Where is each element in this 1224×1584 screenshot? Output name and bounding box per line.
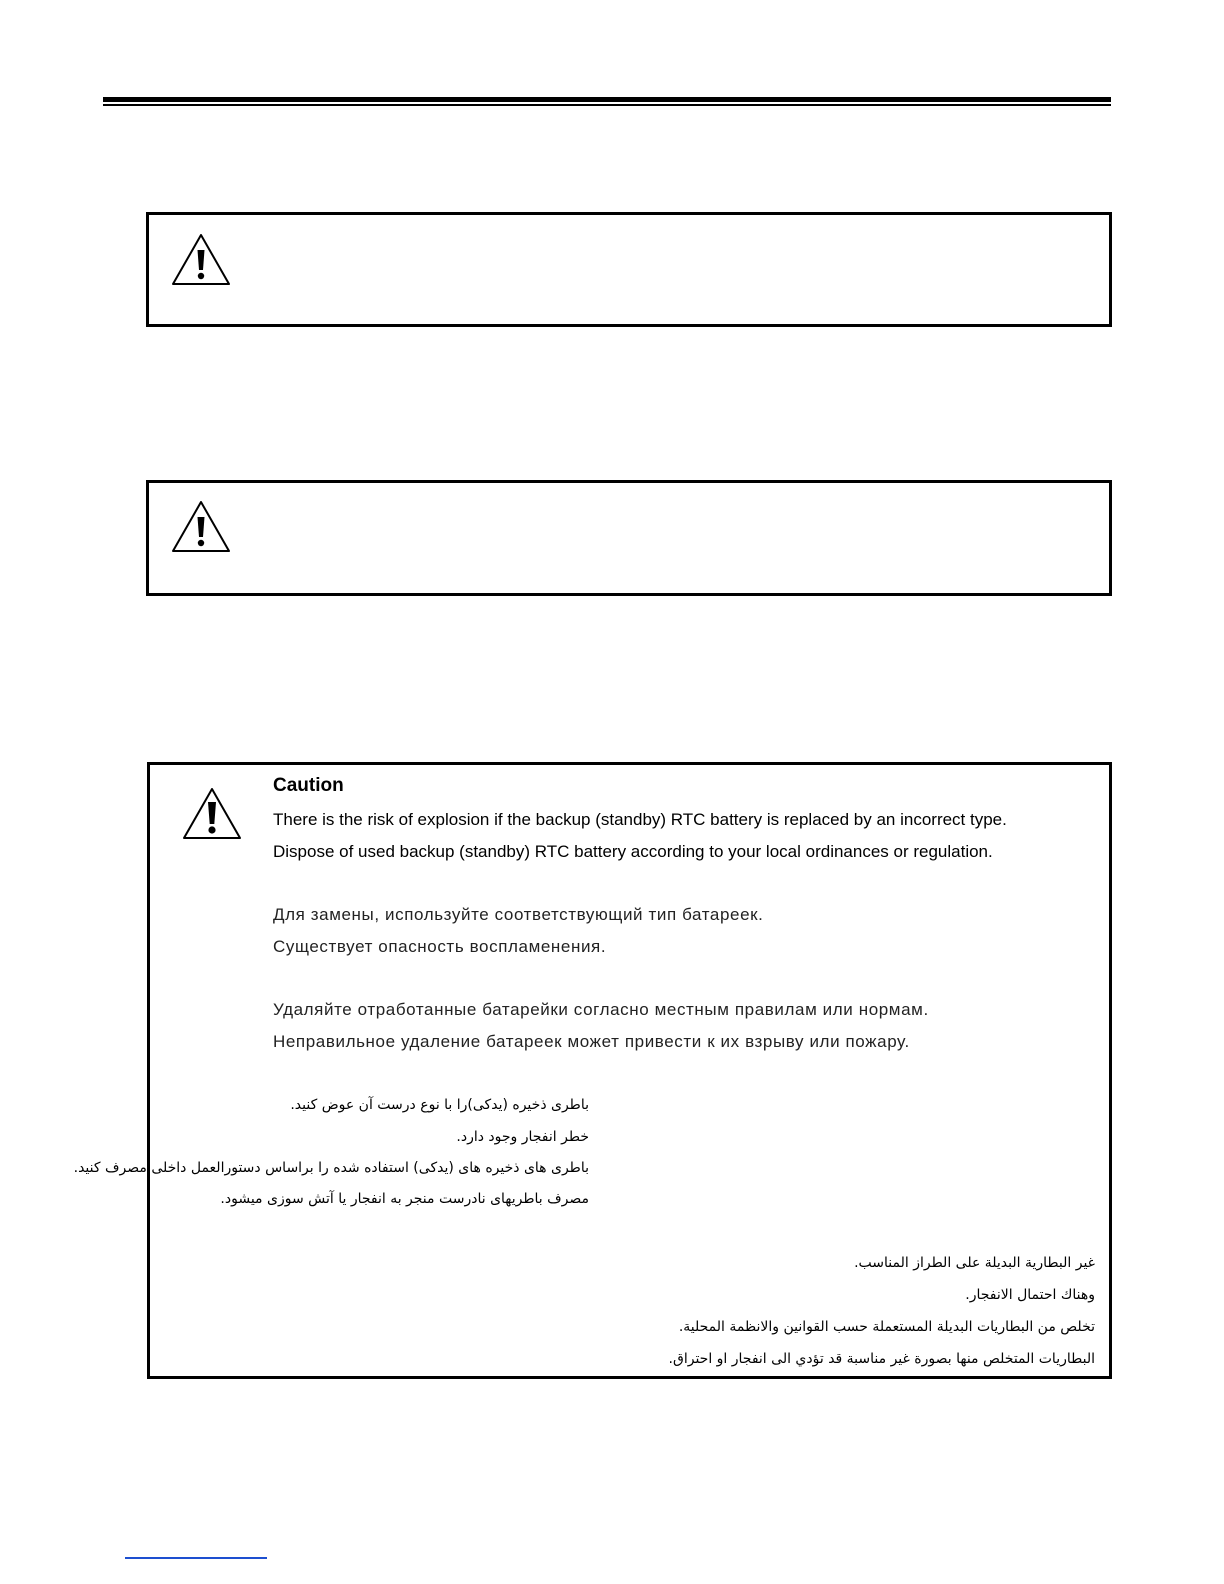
caution-english-line: Dispose of used backup (standby) RTC battery according to your local ordinances or regulation. bbox=[273, 842, 993, 861]
caution-arabic-line: البطاريات المتخلص منها بصورة غير مناسبة قد تؤدي الى انفجار او احتراق. bbox=[668, 1351, 1095, 1367]
caution-persian-line: مصرف باطریهای نادرست منجر به انفجار یا آتش سوزی میشود. bbox=[220, 1191, 589, 1207]
caution-title: Caution bbox=[273, 775, 344, 796]
caution-arabic-line: تخلص من البطاريات البديلة المستعملة حسب القوانين والانظمة المحلية. bbox=[678, 1319, 1095, 1335]
caution-persian-line: باطری ذخیره (یدکی)را با نوع درست آن عوض کنید. bbox=[290, 1097, 589, 1113]
caution-persian-line: خطر انفجار وجود دارد. bbox=[456, 1129, 589, 1145]
caution-arabic-line: وهناك احتمال الانفجار. bbox=[965, 1287, 1095, 1303]
warning-box-2 bbox=[146, 480, 1112, 596]
header-rule bbox=[103, 97, 1111, 107]
footer-rule bbox=[125, 1557, 267, 1559]
caution-russian-line: Для замены, используйте соответствующий тип батареек. bbox=[273, 905, 764, 924]
caution-box bbox=[73, 762, 1112, 1379]
caution-russian-line: Удаляйте отработанные батарейки согласно местным правилам или нормам. bbox=[273, 1000, 929, 1019]
warning-triangle-icon bbox=[170, 499, 232, 555]
caution-russian-line: Неправильное удаление батареек может привести к их взрыву или пожару. bbox=[273, 1032, 910, 1051]
warning-triangle-icon bbox=[181, 786, 243, 842]
warning-box-1 bbox=[146, 212, 1112, 327]
header-rule-thin bbox=[103, 104, 1111, 106]
caution-arabic-line: غير البطارية البديلة على الطراز المناسب. bbox=[854, 1255, 1095, 1271]
caution-english-line: There is the risk of explosion if the backup (standby) RTC battery is replaced by an incorrect type. bbox=[273, 810, 1007, 829]
header-rule-thick bbox=[103, 97, 1111, 102]
warning-triangle-icon bbox=[170, 232, 232, 288]
caution-persian-line: باطری های ذخیره های (یدکی) استفاده شده را براساس دستورالعمل داخلی مصرف کنید. bbox=[73, 1160, 589, 1176]
caution-russian-line: Существует опасность воспламенения. bbox=[273, 937, 607, 956]
